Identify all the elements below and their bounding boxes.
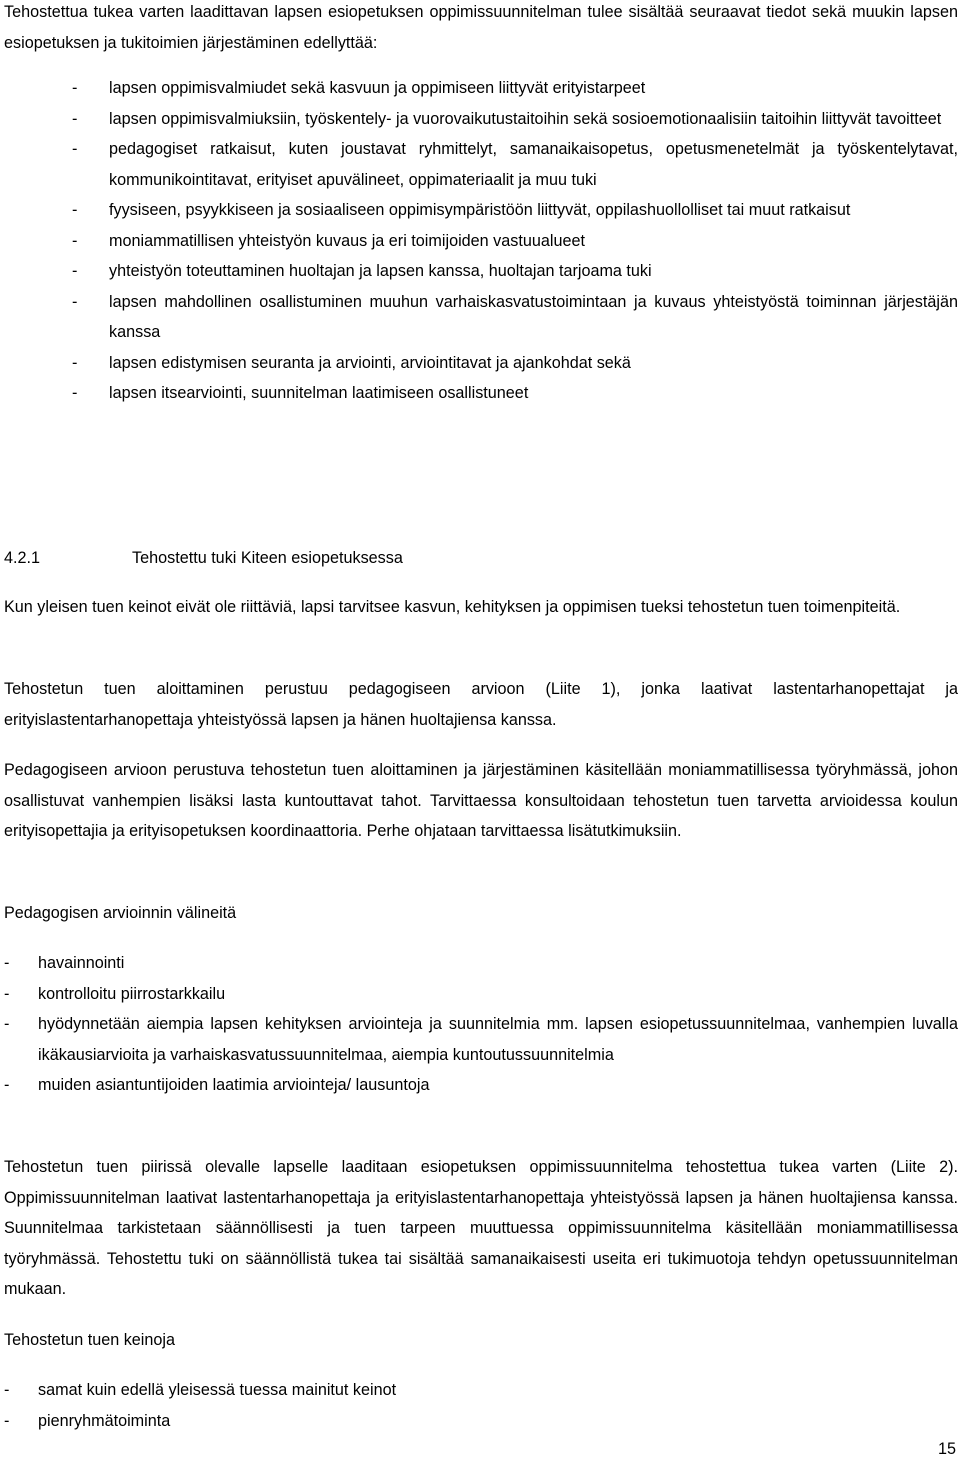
list-item-text: samat kuin edellä yleisessä tuessa mainitut keinot (38, 1381, 397, 1399)
list-dash: - (4, 1015, 10, 1033)
list-item (0, 378, 958, 409)
list-item-text: pienryhmätoiminta (38, 1411, 171, 1430)
list-item (0, 348, 958, 379)
list-item (0, 256, 958, 287)
list-item-text: muiden asiantuntijoiden laatimia arviointeja/ lausuntoja (38, 1076, 430, 1094)
page-number: 15 (937, 1440, 956, 1458)
list-item-text: lapsen itsearviointi, suunnitelman laatimiseen osallistuneet (109, 384, 529, 402)
list-item (0, 226, 958, 257)
list-item (0, 1009, 958, 1070)
list-item-text: lapsen oppimisvalmiuksiin, työskentely- ja vuorovaikutustaitoihin sekä sosioemotionaalisiin taitoihin liittyvät tavoitteet (109, 109, 942, 128)
assessment-tools-list (0, 948, 958, 1101)
paragraph-5: Tehostetun tuen piirissä olevalle lapselle laaditaan esiopetuksen oppimissuunnitelma tehostettua tukea varten (Liite 2). Oppimissuunnitelman laativat lastentarhanopettaja ja erityislastentarhanopettaja yhteistyössä lapsen ja hänen huoltajiensa kanssa. Suunnitelmaa tarkistetaan säännöllisesti ja tuen tarpeen muuttuessa oppimissuunnitelma käsitellään moniammatillisessa työryhmässä. Tehostettu tuki on säännöllistä tukea tai sisältää samanaikaisesti useita eri tukimuotoja tehdyn opetussuunnitelman mukaan. (4, 1158, 958, 1298)
list-item (0, 73, 958, 104)
list-dash: - (4, 1411, 10, 1430)
list-item-text: havainnointi (38, 954, 125, 972)
list-dash: - (72, 140, 78, 158)
list-item-text: kontrolloitu piirrostarkkailu (38, 984, 226, 1003)
list-item-text: pedagogiset ratkaisut, kuten joustavat ryhmittelyt, samanaikaisopetus, opetusmenetelmät ja työskentelytavat, kommunikointitavat, erityiset apuvälineet, oppimateriaalit ja muu tuki (109, 140, 958, 189)
paragraph-3: Pedagogiseen arvioon perustuva tehostetun tuen aloittaminen ja järjestäminen käsitellään moniammatillisessa työryhmässä, johon osallistuvat vanhempien lisäksi lasta kuntouttavat tahot. Tarvittaessa konsultoidaan tehostetun tuen tarvetta arvioidessa koulun erityisopettajia ja erityisopetuksen koordinaattoria. Perhe ohjataan tarvittaessa lisätutkimuksiin. (4, 761, 958, 840)
list-dash: - (72, 384, 78, 402)
list-item (0, 1375, 958, 1406)
list-dash: - (72, 292, 78, 311)
section-number: 4.2.1 (4, 549, 41, 567)
list-dash: - (72, 201, 78, 219)
list-dash: - (72, 262, 78, 280)
list-item (0, 1406, 958, 1437)
support-methods-heading: Tehostetun tuen keinoja (4, 1331, 175, 1349)
list-item (0, 195, 958, 226)
list-item-text: hyödynnetään aiempia lapsen kehityksen arviointeja ja suunnitelmia mm. lapsen esiopetussuunnitelmaa, vanhempien luvalla ikäkausiarvioita ja varhaiskasvatussuunnitelmaa, aiempia kuntoutussuunnitelmia (38, 1015, 958, 1064)
list-item-text: moniammatillisen yhteistyön kuvaus ja eri toimijoiden vastuualueet (109, 231, 585, 250)
list-dash: - (72, 109, 78, 128)
list-dash: - (72, 79, 78, 97)
list-item (0, 1070, 958, 1101)
list-item-text: yhteistyön toteuttaminen huoltajan ja lapsen kanssa, huoltajan tarjoama tuki (109, 262, 652, 280)
list-item (0, 979, 958, 1010)
list-dash: - (4, 1381, 10, 1399)
list-item (0, 134, 958, 195)
support-methods-list (0, 1375, 958, 1436)
list-item (0, 104, 958, 135)
list-item (0, 948, 958, 979)
paragraph-1: Kun yleisen tuen keinot eivät ole riittäviä, lapsi tarvitsee kasvun, kehityksen ja oppimisen tueksi tehostetun tuen toimenpiteitä. (4, 598, 901, 616)
list-item-text: lapsen oppimisvalmiudet sekä kasvuun ja oppimiseen liittyvät erityistarpeet (109, 79, 646, 97)
intro-paragraph: Tehostettua tukea varten laadittavan lapsen esiopetuksen oppimissuunnitelman tulee sisältää seuraavat tiedot sekä muukin lapsen esiopetuksen ja tukitoimien järjestäminen edellyttää: (4, 3, 958, 52)
section-title: Tehostettu tuki Kiteen esiopetuksessa (132, 549, 403, 567)
list-dash: - (72, 353, 78, 372)
paragraph-2: Tehostetun tuen aloittaminen perustuu pedagogiseen arvioon (Liite 1), jonka laativat lastentarhanopettajat ja erityislastentarhanopettaja yhteistyössä lapsen ja hänen huoltajiensa kanssa. (4, 680, 958, 729)
list-item-text: lapsen edistymisen seuranta ja arviointi, arviointitavat ja ajankohdat sekä (109, 353, 631, 372)
list-item-text: lapsen mahdollinen osallistuminen muuhun varhaiskasvatustoimintaan ja kuvaus yhteistyöstä toiminnan järjestäjän kanssa (109, 292, 958, 341)
list-dash: - (4, 1076, 10, 1094)
list-dash: - (4, 954, 10, 972)
list-dash: - (4, 984, 10, 1003)
list-item-text: fyysiseen, psyykkiseen ja sosiaaliseen oppimisympäristöön liittyvät, oppilashuollolliset tai muut ratkaisut (109, 201, 851, 219)
list-dash: - (72, 231, 78, 250)
list-item (0, 287, 958, 348)
assessment-tools-heading: Pedagogisen arvioinnin välineitä (4, 904, 237, 922)
plan-contents-list (0, 73, 958, 409)
